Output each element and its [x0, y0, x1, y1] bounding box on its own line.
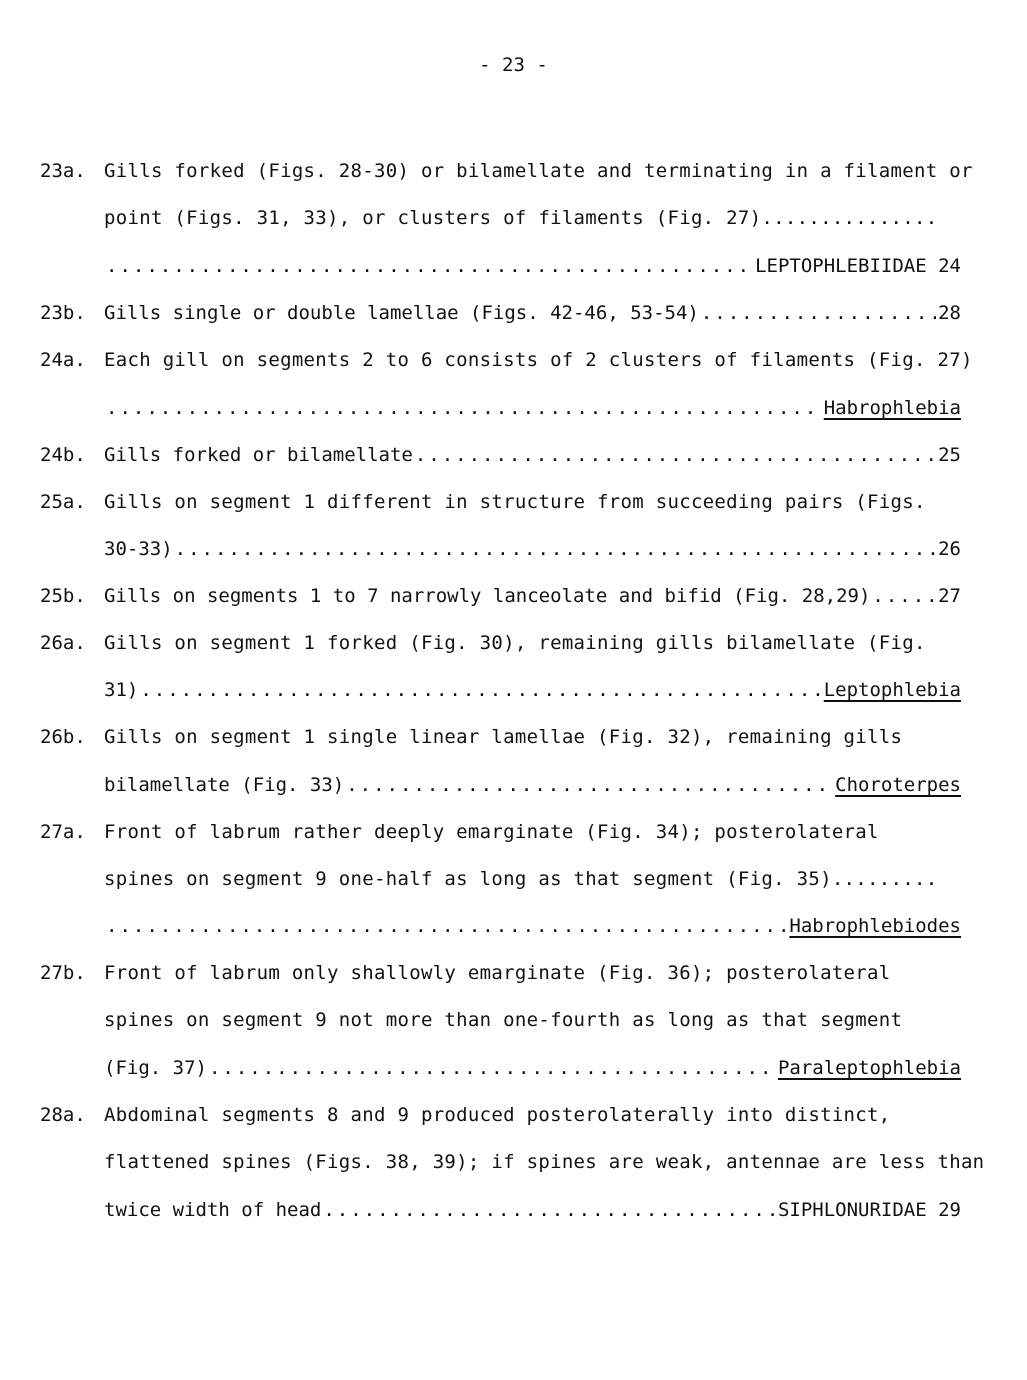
couplet-24b: [0, 441, 1027, 469]
couplet-text: Front of labrum only shallowly emarginate (Fig. 36); posterolateral: [104, 962, 891, 984]
couplet-26a-lead: [0, 676, 1027, 704]
genus-name: Paraleptophlebia: [777, 1057, 961, 1079]
couplet-number: 23a.: [40, 160, 86, 182]
couplet-text: spines on segment 9 not more than one-fourth as long as that segment: [104, 1009, 903, 1031]
couplet-26a-line-1: [0, 629, 1027, 657]
couplet-number: 27a.: [40, 821, 86, 843]
couplet-text: Front of labrum rather deeply emarginate (Fig. 34); posterolateral: [104, 821, 879, 843]
couplet-27a-line-1: [0, 818, 1027, 846]
leader-dots: [106, 394, 822, 422]
lead-text: Gills single or double lamellae (Figs. 42-46, 53-54): [104, 302, 699, 324]
couplet-25a-line-1: [0, 488, 1027, 516]
leader-dots: [346, 771, 833, 799]
couplet-23a-line-1: [0, 157, 1027, 185]
couplet-25a-lead: [0, 535, 1027, 563]
lead-target: SIPHLONURIDAE 29: [777, 1199, 961, 1221]
lead-target: 28: [938, 302, 961, 324]
couplet-27a-lead: [0, 912, 1027, 940]
genus-name: Choroterpes: [835, 774, 961, 796]
lead-text: 31): [104, 679, 139, 701]
couplet-text: Gills on segment 1 forked (Fig. 30), remaining gills bilamellate (Fig.: [104, 632, 926, 654]
genus-name: Leptophlebia: [823, 679, 961, 701]
couplet-27b-line-1: [0, 959, 1027, 987]
leader-dots: [106, 912, 787, 940]
couplet-28a-lead: [0, 1196, 1027, 1224]
couplet-text: flattened spines (Figs. 38, 39); if spines are weak, antennae are less than: [104, 1151, 985, 1173]
couplet-number: 25a.: [40, 491, 86, 513]
leader-dots: [872, 582, 936, 610]
couplet-number: 24b.: [40, 444, 86, 466]
couplet-text: point (Figs. 31, 33), or clusters of filaments (Fig. 27)...............: [104, 207, 938, 229]
couplet-23a-lead: [0, 252, 1027, 280]
leader-dots: [209, 1054, 776, 1082]
couplet-23b: [0, 299, 1027, 327]
lead-text: twice width of head: [104, 1199, 322, 1221]
page-number: - 23 -: [479, 54, 548, 76]
couplet-text: Gills forked (Figs. 28-30) or bilamellate and terminating in a filament or: [104, 160, 973, 182]
couplet-24a-lead: [0, 394, 1027, 422]
leader-dots: [323, 1196, 776, 1224]
lead-text: Gills on segments 1 to 7 narrowly lanceolate and bifid (Fig. 28,29): [104, 585, 871, 607]
couplet-number: 25b.: [40, 585, 86, 607]
leader-dots: [175, 535, 936, 563]
couplet-number: 27b.: [40, 962, 86, 984]
lead-target: 25: [938, 444, 961, 466]
lead-text: 30-33): [104, 538, 173, 560]
couplet-text: spines on segment 9 one-half as long as that segment (Fig. 35).........: [104, 868, 938, 890]
couplet-text: Gills on segment 1 different in structure from succeeding pairs (Figs.: [104, 491, 926, 513]
genus-name: Habrophlebia: [823, 397, 961, 419]
leader-dots: [140, 676, 821, 704]
lead-target: LEPTOPHLEBIIDAE 24: [755, 255, 961, 277]
couplet-text: Gills on segment 1 single linear lamellae (Fig. 32), remaining gills: [104, 726, 903, 748]
genus-name: Habrophlebiodes: [789, 915, 961, 937]
lead-target: 27: [938, 585, 961, 607]
couplet-26b-lead: [0, 771, 1027, 799]
couplet-28a-line-1: [0, 1101, 1027, 1129]
lead-text: bilamellate (Fig. 33): [104, 774, 345, 796]
leader-dots: [106, 252, 753, 280]
couplet-25b: [0, 582, 1027, 610]
couplet-24a-line-1: [0, 346, 1027, 374]
couplet-number: 28a.: [40, 1104, 86, 1126]
couplet-27b-lead: [0, 1054, 1027, 1082]
couplet-number: 26b.: [40, 726, 86, 748]
leader-dots: [701, 299, 936, 327]
leader-dots: [415, 441, 936, 469]
couplet-27a-line-2: [0, 865, 1027, 893]
lead-text: (Fig. 37): [104, 1057, 207, 1079]
couplet-text: Each gill on segments 2 to 6 consists of 2 clusters of filaments (Fig. 27): [104, 349, 973, 371]
couplet-number: 24a.: [40, 349, 86, 371]
couplet-28a-line-2: [0, 1148, 1027, 1176]
couplet-text: Abdominal segments 8 and 9 produced posterolaterally into distinct,: [104, 1104, 891, 1126]
couplet-number: 26a.: [40, 632, 86, 654]
lead-target: 26: [938, 538, 961, 560]
couplet-23a-line-2: [0, 204, 1027, 232]
couplet-number: 23b.: [40, 302, 86, 324]
couplet-26b-line-1: [0, 723, 1027, 751]
couplet-27b-line-2: [0, 1006, 1027, 1034]
lead-text: Gills forked or bilamellate: [104, 444, 413, 466]
